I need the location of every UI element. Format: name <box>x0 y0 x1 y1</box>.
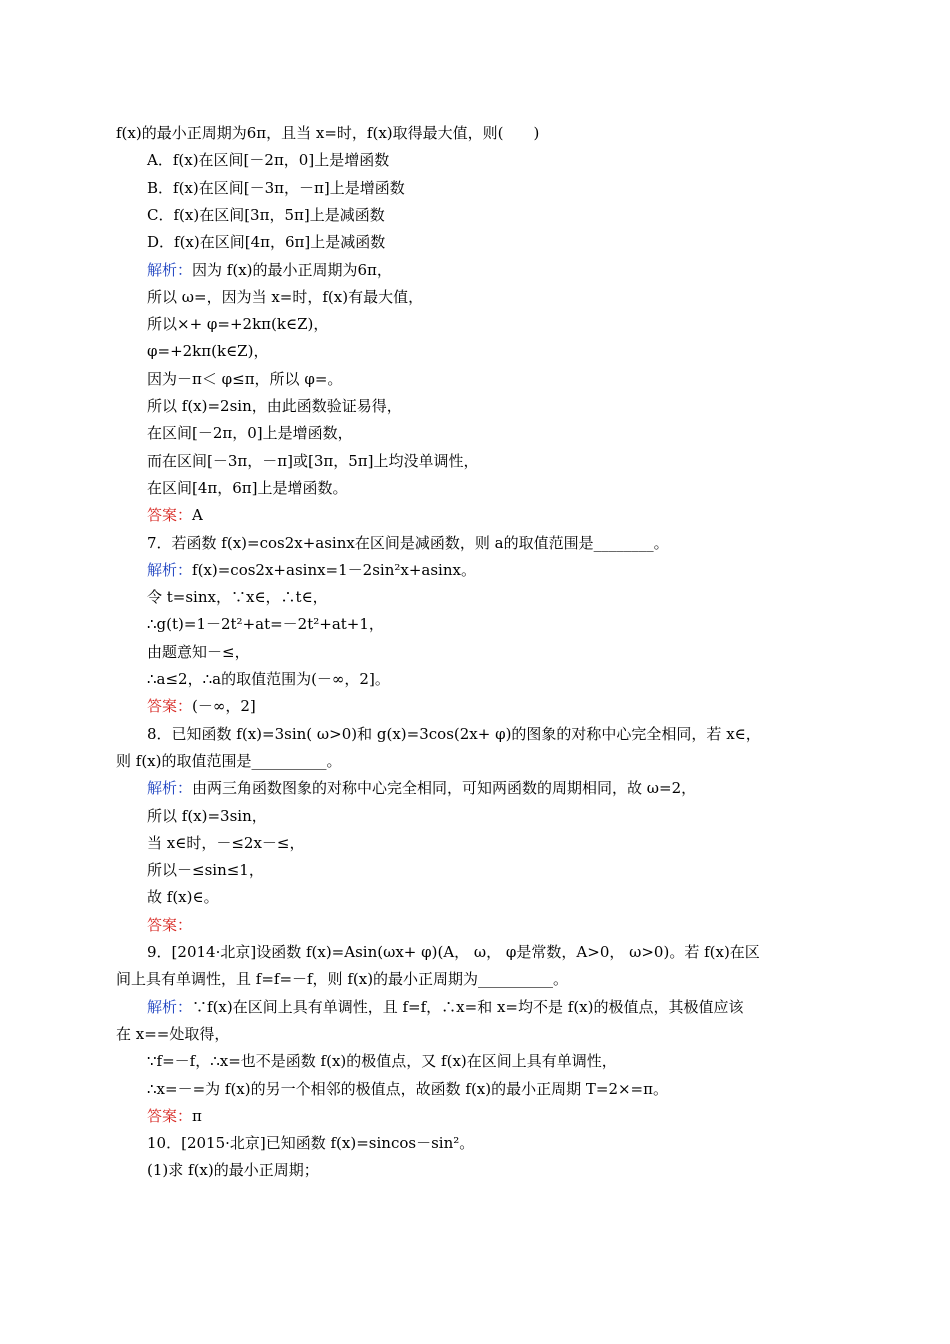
text-line <box>147 205 950 225</box>
line-text: 当 x∈时，－≤2x－≤， <box>147 833 305 852</box>
text-line <box>147 587 950 607</box>
line-text: 因为－π＜ φ≤π，所以 φ=。 <box>147 369 343 388</box>
text-line <box>147 778 950 798</box>
text-line <box>147 314 950 334</box>
text-line <box>147 806 950 826</box>
text-line <box>147 369 950 389</box>
text-line <box>147 1160 950 1180</box>
text-line <box>147 833 950 853</box>
line-text: 在区间[－2π，0]上是增函数， <box>147 424 353 443</box>
text-line <box>147 478 950 498</box>
text-line <box>147 150 950 170</box>
line-text: 所以 ω=，因为当 x=时，f(x)有最大值， <box>147 287 424 306</box>
analysis-label: 解析： <box>147 260 193 279</box>
line-text: φ=+2kπ(k∈Z)， <box>147 342 269 361</box>
line-text: A．f(x)在区间[－2π，0]上是增函数 <box>147 151 390 170</box>
line-text: 故 f(x)∈。 <box>147 888 219 907</box>
line-text: 所以×+ φ=+2kπ(k∈Z)， <box>147 315 329 334</box>
text-line <box>147 887 950 907</box>
line-text: ∴x=－=为 f(x)的另一个相邻的极值点，故函数 f(x)的最小正周期 T=2×=π。 <box>147 1079 668 1098</box>
line-text: ∵f(x)在区间上具有单调性，且 f=f，∴x=和 x=均不是 f(x)的极值点，其极值应该 <box>192 997 744 1016</box>
line-text: 8．已知函数 f(x)=3sin( ω>0)和 g(x)=3cos(2x+ φ)的图象的对称中心完全相同，若 x∈， <box>147 724 761 743</box>
line-text: 所以－≤sin≤1， <box>147 861 264 880</box>
text-line <box>147 860 950 880</box>
text-line <box>116 969 950 989</box>
line-text: f(x)的最小正周期为6π，且当 x=时，f(x)取得最大值，则( ) <box>116 124 540 142</box>
text-line <box>147 724 950 744</box>
line-text: 因为 f(x)的最小正周期为6π， <box>192 260 392 279</box>
text-line <box>147 287 950 307</box>
line-text: (1)求 f(x)的最小正周期； <box>147 1161 319 1180</box>
line-text: 所以 f(x)=3sin， <box>147 806 267 825</box>
line-text: ∴g(t)=1－2t²+at=－2t²+at+1， <box>147 615 384 634</box>
line-text: 7．若函数 f(x)=cos2x+asinx在区间是减函数，则 a的取值范围是________。 <box>147 533 669 552</box>
text-line <box>147 423 950 443</box>
line-text: 所以 f(x)=2sin，由此函数验证易得， <box>147 397 402 415</box>
line-text: 由两三角函数图象的对称中心完全相同，可知两函数的周期相同，故 ω=2， <box>192 779 697 798</box>
text-line <box>147 942 950 962</box>
line-text: π <box>192 1106 202 1125</box>
line-text: 令 t=sinx，∵x∈，∴t∈， <box>147 588 328 607</box>
line-text: A <box>192 506 203 525</box>
text-line <box>116 751 950 771</box>
text-line <box>147 396 950 416</box>
line-text: ∴a≤2，∴a的取值范围为(－∞，2]。 <box>147 670 390 688</box>
line-text: 10．[2015·北京]已知函数 f(x)=sincos－sin²。 <box>147 1134 475 1153</box>
text-line <box>147 178 950 198</box>
text-line <box>147 505 950 525</box>
line-text: 9．[2014·北京]设函数 f(x)=Asin(ωx+ φ)(A， ω， φ是常数，A>0， ω>0)。若 f(x)在区 <box>147 943 760 961</box>
line-text: 而在区间[－3π，－π]或[3π，5π]上均没单调性， <box>147 451 479 470</box>
analysis-label: 解析： <box>147 779 193 798</box>
line-text: 在区间[4π，6π]上是增函数。 <box>147 478 348 497</box>
line-text: 由题意知－≤， <box>147 642 250 661</box>
text-line <box>147 669 950 689</box>
text-line <box>147 1106 950 1126</box>
text-line <box>147 1133 950 1153</box>
text-line <box>147 642 950 662</box>
text-line <box>147 232 950 252</box>
text-line <box>147 560 950 580</box>
text-line <box>147 614 950 634</box>
answer-label: 答案： <box>147 1106 193 1125</box>
line-text: 间上具有单调性，且 f=f=－f，则 f(x)的最小正周期为__________。 <box>116 970 569 989</box>
text-line <box>147 341 950 361</box>
line-text: 在 x==处取得， <box>116 1024 230 1043</box>
line-text: C．f(x)在区间[3π，5π]上是减函数 <box>147 205 385 224</box>
line-text: D．f(x)在区间[4π，6π]上是减函数 <box>147 233 386 252</box>
answer-label: 答案： <box>147 506 193 525</box>
text-line <box>147 696 950 716</box>
answer-label: 答案： <box>147 915 193 934</box>
answer-label: 答案： <box>147 697 193 716</box>
line-text: 则 f(x)的取值范围是__________。 <box>116 751 342 770</box>
text-line <box>116 1024 950 1044</box>
line-text: (－∞，2] <box>192 697 256 716</box>
line-text: f(x)=cos2x+asinx=1－2sin²x+asinx。 <box>192 560 476 579</box>
text-line <box>147 915 950 935</box>
line-text: B．f(x)在区间[－3π，－π]上是增函数 <box>147 178 405 197</box>
text-line <box>147 1051 950 1071</box>
analysis-label: 解析： <box>147 997 193 1016</box>
text-line <box>147 1079 950 1099</box>
text-line <box>147 260 950 280</box>
text-line <box>147 997 950 1017</box>
analysis-label: 解析： <box>147 560 193 579</box>
text-line <box>147 533 950 553</box>
text-line <box>116 123 950 143</box>
line-text: ∵f=－f，∴x=也不是函数 f(x)的极值点，又 f(x)在区间上具有单调性， <box>147 1052 617 1071</box>
text-line <box>147 451 950 471</box>
